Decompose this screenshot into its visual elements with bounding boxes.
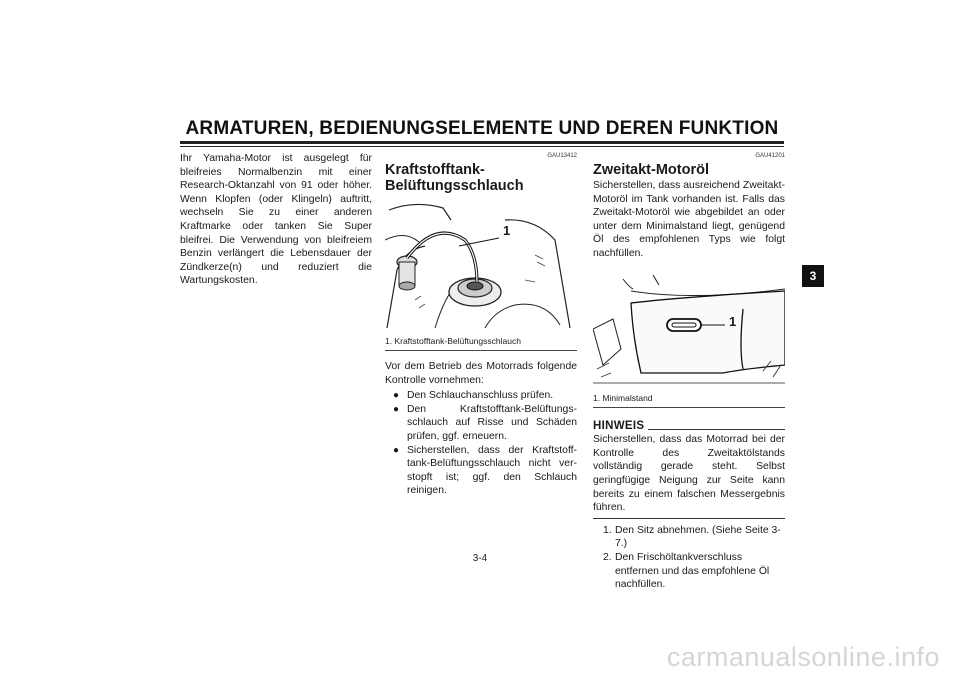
chapter-tab: 3 xyxy=(802,265,824,287)
note-header-rule xyxy=(648,429,785,430)
section-code: GAU13412 xyxy=(547,153,577,159)
note-end-rule xyxy=(593,518,785,519)
bullet-icon: ● xyxy=(393,403,400,415)
fuel-paragraph: Ihr Yamaha-Motor ist ausgelegt für bleifreies Normalbenzin mit einer Research-Oktanzahl von 91 oder höher. Wenn Klopfen (oder Klingeln) auftritt, wechseln Sie zu einer anderen Kraftmarke oder tanken Sie Super bleifrei. Die Verwendung von bleifreiem Benzin verlängert die Lebensdauer der Zündkerze(n) und reduziert die Wartungskosten. xyxy=(180,153,372,287)
oil-window-callout: 1 xyxy=(729,313,737,329)
oil-level-figure xyxy=(593,269,785,387)
bullet-icon: ● xyxy=(393,444,400,456)
section-code: GAU41201 xyxy=(755,153,785,159)
oil-paragraph: Sicherstellen, dass ausreichend Zweitakt-Motoröl im Tank vorhanden ist. Falls das Zweitakt-Motoröl wie abgebildet an oder unter dem Minimalstand liegt, genügend Öl des empfohlenen Typs wie folgt nachfüllen. xyxy=(593,180,785,259)
list-item: ● Sicherstellen, dass der Kraftstofftank-Belüftungsschlauch nicht verstopft ist; ggf. den Schlauch reinigen. xyxy=(393,444,577,497)
column-vent-hose xyxy=(385,152,577,498)
section-heading-line2: Belüftungsschlauch xyxy=(385,178,524,194)
vent-hose-illustration xyxy=(385,200,577,330)
caption-rule xyxy=(593,407,785,408)
oil-window-illustration xyxy=(593,269,785,387)
note-text: Sicherstellen, dass das Motorrad bei der Kontrolle des Zweitaktölstands vollständig gerade steht. Selbst geringfügige Neigung zur Seite kann bereits zu einem falschen Messergebnis führen. xyxy=(593,434,785,514)
page-title: ARMATUREN, BEDIENUNGSELEMENTE UND DEREN FUNKTION xyxy=(185,118,779,139)
list-item: 2. Den Frischöltankverschluss entfernen und das empfohlene Öl nachfüllen. xyxy=(603,551,770,591)
title-rule xyxy=(180,141,784,144)
note-header xyxy=(593,420,785,434)
intro-paragraph: Vor dem Betrieb des Motorrads folgende Kontrolle vornehmen: xyxy=(385,361,577,386)
caption-rule xyxy=(385,350,577,351)
watermark: carmanualsonline.info xyxy=(666,642,940,672)
list-item: ● Den Kraftstofftank-Belüftungsschlauch auf Risse und Schäden prüfen, ggf. erneuern. xyxy=(393,403,577,442)
bullet-icon: ● xyxy=(393,390,400,402)
column-fuel-text xyxy=(180,152,372,288)
vent-hose-callout: 1 xyxy=(503,223,511,238)
vent-hose-caption: 1. Kraftstofftank-Belüftungsschlauch xyxy=(385,336,521,346)
section-heading-line1: Kraftstofftank- xyxy=(385,162,485,178)
oil-caption: 1. Minimalstand xyxy=(593,392,653,403)
list-item: ● Den Schlauchanschluss prüfen. xyxy=(393,390,554,402)
list-item: 1. Den Sitz abnehmen. (Siehe Seite 3-7.) xyxy=(603,524,781,550)
vent-hose-figure xyxy=(385,200,577,330)
section-heading: Zweitakt-Motoröl xyxy=(593,162,709,178)
check-list xyxy=(385,389,577,498)
note-label: HINWEIS xyxy=(593,419,645,432)
column-two-stroke-oil xyxy=(593,152,785,592)
title-rule-thin xyxy=(180,146,784,147)
page-number: 3-4 xyxy=(472,553,488,564)
